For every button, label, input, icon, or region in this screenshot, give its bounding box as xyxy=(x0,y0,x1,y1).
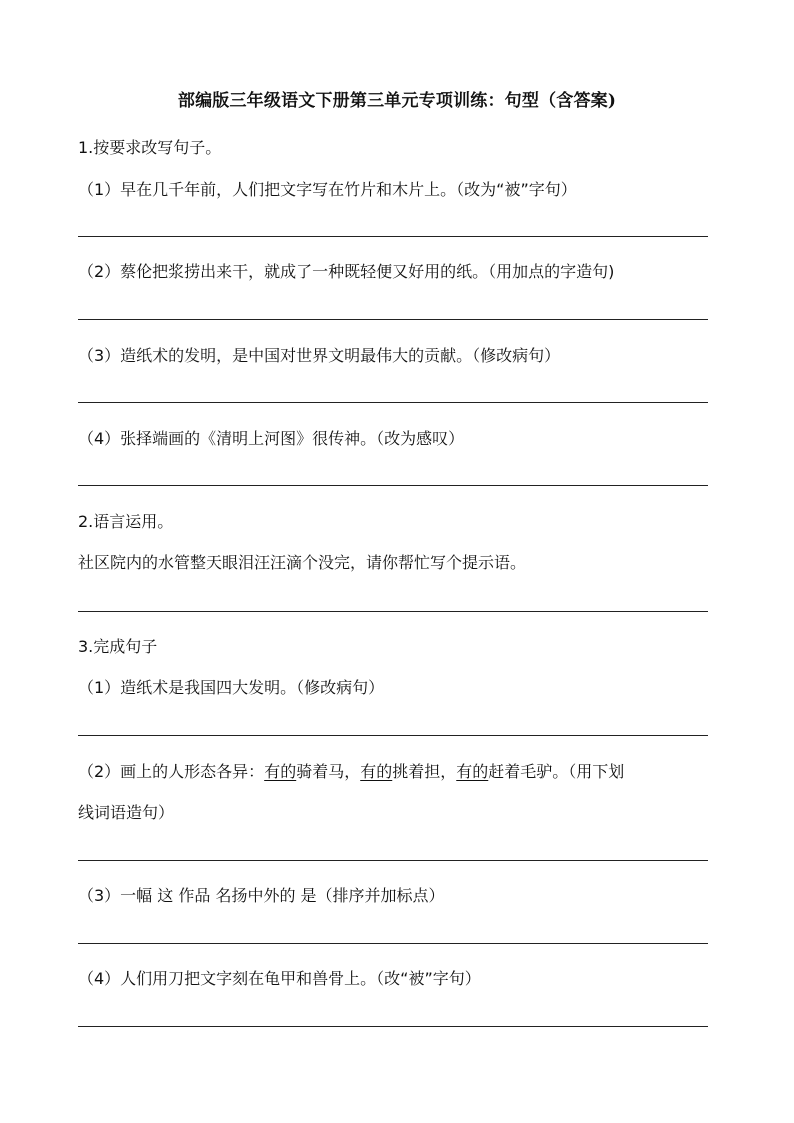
q32-underlined-3: 有的 xyxy=(456,762,489,781)
q32-pre: （2）画上的人形态各异： xyxy=(78,762,265,781)
question-3-3: （3）一幅 这 作品 名扬中外的 是（排序并加标点） xyxy=(78,886,445,905)
section-3-heading: 3.完成句子 xyxy=(78,637,158,656)
page-title: 部编版三年级语文下册第三单元专项训练：句型（含答案) xyxy=(177,91,617,111)
answer-line-3-1[interactable] xyxy=(78,735,708,736)
q32-underlined-2: 有的 xyxy=(360,762,393,781)
question-1-2: （2）蔡伦把浆捞出来干，就成了一种既轻便又好用的纸。（用加点的字造句) xyxy=(78,262,615,281)
q32-mid-1: 骑着马， xyxy=(296,762,361,781)
question-3-2-continued: 线词语造句） xyxy=(78,803,175,822)
answer-line-1-2[interactable] xyxy=(78,319,708,320)
question-1-4: （4）张择端画的《清明上河图》很传神。（改为感叹） xyxy=(78,429,465,448)
answer-line-3-4[interactable] xyxy=(78,1026,708,1027)
section-1-heading: 1.按要求改写句子。 xyxy=(78,138,222,157)
question-1-3: （3）造纸术的发明，是中国对世界文明最伟大的贡献。（修改病句） xyxy=(78,346,561,365)
q32-mid-2: 挑着担， xyxy=(392,762,457,781)
question-1-1: （1）早在几千年前，人们把文字写在竹片和木片上。（改为“被”字句） xyxy=(78,180,577,199)
answer-line-1-3[interactable] xyxy=(78,402,708,403)
question-2-1: 社区院内的水管整天眼泪汪汪滴个没完，请你帮忙写个提示语。 xyxy=(78,553,527,572)
question-3-4: （4）人们用刀把文字刻在龟甲和兽骨上。（改“被”字句） xyxy=(78,969,481,988)
answer-line-3-2[interactable] xyxy=(78,860,708,861)
answer-line-2-1[interactable] xyxy=(78,611,708,612)
q32-underlined-1: 有的 xyxy=(264,762,297,781)
question-3-1: （1）造纸术是我国四大发明。（修改病句） xyxy=(78,678,385,697)
answer-line-3-3[interactable] xyxy=(78,943,708,944)
answer-line-1-1[interactable] xyxy=(78,236,708,237)
question-3-2 xyxy=(78,762,624,782)
answer-line-1-4[interactable] xyxy=(78,485,708,486)
section-2-heading: 2.语言运用。 xyxy=(78,512,174,531)
q32-post: 赶着毛驴。（用下划 xyxy=(488,762,625,781)
